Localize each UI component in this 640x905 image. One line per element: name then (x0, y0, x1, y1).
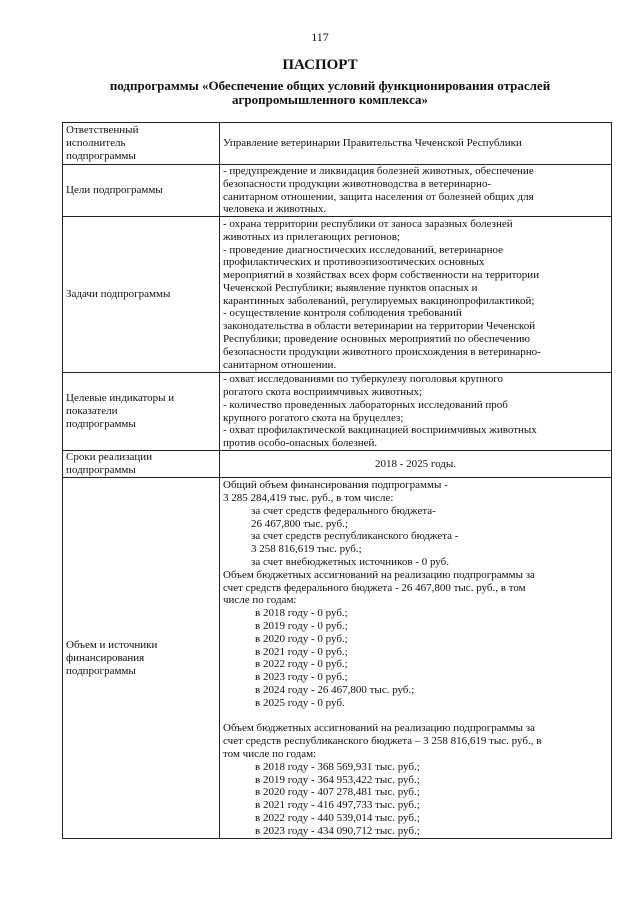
passport-table (62, 122, 612, 839)
row-value (220, 451, 612, 478)
regional-year-line: в 2023 году - 434 090,712 тыс. руб.; (255, 824, 420, 837)
value-line: рогатого скота восприимчивых животных; (223, 386, 423, 399)
value-line: - охрана территории республики от заноса заразных болезней (223, 217, 513, 230)
subtitle-line: агропромышленного комплекса» (231, 92, 429, 107)
value-line: - проведение диагностических исследований, ветеринарное (223, 243, 504, 256)
regional-intro-line: Объем бюджетных ассигнований на реализацию подпрограммы за (223, 722, 535, 735)
table-row-goals (63, 165, 612, 217)
value-line: - осуществление контроля соблюдения требований (223, 307, 462, 320)
row-value (220, 478, 612, 839)
regional-year-line: в 2018 году - 368 569,931 тыс. руб.; (255, 760, 420, 773)
value-line: безопасности продукции животного происхождения в ветеринарно- (223, 345, 541, 358)
regional-year-line: в 2022 году - 440 539,014 тыс. руб.; (255, 811, 420, 824)
value-line: человека и животных. (223, 203, 327, 216)
value-line: 2018 - 2025 годы. (374, 457, 457, 470)
label-line: Задачи подпрограммы (66, 288, 171, 301)
label-line: Сроки реализации (66, 451, 153, 464)
label-line: финансирования (66, 651, 145, 664)
row-label (63, 451, 220, 478)
value-line: законодательства в области ветеринарии на территории Чеченской (223, 320, 536, 333)
federal-year-line: в 2020 году - 0 руб.; (255, 632, 348, 645)
label-line: Объем и источники (66, 638, 158, 651)
value-line: Управление ветеринарии Правительства Чеченской Республики (223, 137, 522, 150)
label-line: подпрограммы (66, 418, 136, 431)
label-line: Целевые индикаторы и (66, 392, 175, 405)
row-label (63, 217, 220, 373)
label-line: показатели (66, 405, 118, 418)
funding-source-line: 3 258 816,619 тыс. руб.; (251, 543, 362, 556)
funding-source-line: 26 467,800 тыс. руб.; (251, 517, 348, 530)
funding-source-line: за счет средств федерального бюджета- (251, 504, 436, 517)
document-title: ПАСПОРТ (282, 57, 358, 73)
row-label (63, 123, 220, 165)
subtitle-line: подпрограммы «Обеспечение общих условий функционирования отраслей (109, 78, 551, 93)
federal-year-line: в 2021 году - 0 руб.; (255, 645, 348, 658)
label-line: исполнитель (66, 137, 126, 150)
regional-year-line: в 2020 году - 407 278,481 тыс. руб.; (255, 786, 420, 799)
row-value (220, 217, 612, 373)
value-line: Республики; проведение основных мероприятий по обеспечению (223, 333, 530, 346)
funding-total-line: 3 285 284,419 тыс. руб., в том числе: (223, 491, 394, 504)
value-line: - количество проведенных лабораторных исследований проб (223, 398, 508, 411)
value-line: животных из прилегающих регионов; (223, 230, 401, 243)
label-line: подпрограммы (66, 464, 136, 477)
table-row-terms (63, 451, 612, 478)
funding-total-line: Общий объем финансирования подпрограммы - (223, 479, 448, 492)
federal-year-line: в 2023 году - 0 руб.; (255, 671, 348, 684)
page-number: 117 (311, 30, 329, 44)
row-value (220, 165, 612, 217)
row-value (220, 123, 612, 165)
document-subtitle (60, 79, 600, 107)
federal-year-line: в 2022 году - 0 руб.; (255, 658, 348, 671)
row-label (63, 373, 220, 451)
federal-year-line: в 2025 году - 0 руб. (255, 696, 345, 709)
federal-year-line: в 2018 году - 0 руб.; (255, 607, 348, 620)
value-line: карантинных заболеваний, регулируемых вакцинопрофилактикой; (223, 294, 535, 307)
value-line: - предупреждение и ликвидация болезней животных, обеспечение (223, 165, 534, 177)
value-line: санитарном отношении. (223, 358, 337, 371)
federal-year-line: в 2024 году - 26 467,800 тыс. руб.; (255, 683, 415, 696)
value-line: крупного рогатого скота на бруцеллез; (223, 411, 404, 424)
federal-intro-line: числе по годам: (223, 594, 297, 607)
federal-intro-line: Объем бюджетных ассигнований на реализацию подпрограммы за (223, 568, 535, 581)
row-label (63, 165, 220, 217)
label-line: подпрограммы (66, 664, 136, 677)
regional-intro-line: счет средств республиканского бюджета – 3 258 816,619 тыс. руб., в (223, 735, 542, 748)
value-line: безопасности продукции животноводства в ветеринарно- (223, 177, 492, 190)
table-row-indicators (63, 373, 612, 451)
regional-intro-line: том числе по годам: (223, 747, 317, 760)
federal-intro-line: счет средств федерального бюджета - 26 467,800 тыс. руб., в том (223, 581, 526, 594)
regional-year-line: в 2019 году - 364 953,422 тыс. руб.; (255, 773, 420, 786)
table-row-responsible (63, 123, 612, 165)
spacer (223, 710, 608, 723)
value-line: санитарном отношении, защита населения от болезней общих для (223, 190, 534, 203)
value-line: против особо-опасных болезней. (223, 437, 378, 450)
value-line: - охват исследованиями по туберкулезу поголовья крупного (223, 373, 503, 386)
table-row-tasks (63, 217, 612, 373)
label-line: подпрограммы (66, 149, 136, 162)
federal-year-line: в 2019 году - 0 руб.; (255, 619, 348, 632)
value-line: профилактических и противоэпизоотических основных (223, 256, 485, 269)
value-line: мероприятий в хозяйствах всех форм собственности на территории (223, 269, 540, 282)
funding-source-line: за счет внебюджетных источников - 0 руб. (251, 555, 449, 568)
row-value (220, 373, 612, 451)
value-line: - охват профилактической вакцинацией восприимчивых животных (223, 424, 537, 437)
table-row-funding (63, 478, 612, 839)
value-line: Чеченской Республики; выявление пунктов опасных и (223, 281, 478, 294)
regional-year-line: в 2021 году - 416 497,733 тыс. руб.; (255, 799, 420, 812)
label-line: Цели подпрограммы (66, 184, 163, 197)
row-label (63, 478, 220, 839)
funding-source-line: за счет средств республиканского бюджета - (251, 530, 459, 543)
label-line: Ответственный (66, 124, 139, 137)
